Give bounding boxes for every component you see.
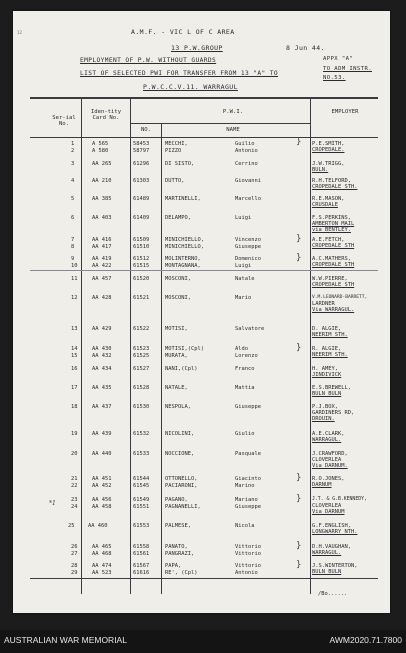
brace-mark: }: [296, 343, 302, 353]
continuation-mark: /Bo......: [318, 591, 348, 597]
brace-mark: }: [296, 560, 302, 570]
appendix-ref: TO ADM INSTR.: [323, 66, 372, 72]
col-header-employer: EMPLOYER: [331, 109, 359, 115]
header-group: 13 P.W.GROUP: [171, 44, 223, 52]
col-header-ident: Iden-tity Card No.: [90, 109, 122, 121]
col-header-no: NO.: [140, 127, 152, 133]
col-header-name: NAME: [226, 127, 240, 133]
header-destination: P.W.C.C.V.11. WARRAGUL: [143, 83, 238, 91]
brace-mark: }: [296, 253, 302, 263]
page-mark: 12: [17, 30, 23, 35]
table-subhead-rule: [130, 123, 310, 124]
footer-institution: AUSTRALIAN WAR MEMORIAL: [4, 635, 127, 645]
col-header-serial: Ser-ial No.: [52, 115, 76, 127]
table-top-rule: [30, 97, 378, 99]
table-divider: [130, 97, 131, 594]
document-page: 12 A.M.F. - VIC L OF C AREA 13 P.W.GROUP 8 Jun 44. EMPLOYMENT OF P.W. WITHOUT GUARDS LIST OF SELECTED PWI FOR TRANSFER FROM 13 "A" TO P.W.C.C.V.11. WARRAGUL APPX "A" TO ADM INSTR. NO.53. Ser-ial No. Iden-tity Card No. P.W.I. NO. NAME EMPLOYER 1 A 565 58453 MECCHI, Guilio P.E.SMITH, CROPEDALE. 2 A 580 58797 PIZZO Antonio } 3 AA 265 61296 DI SISTO, Cerrino J.W.TRIGG, BULN. 4 AA 210 61303 DUTTO, Giovanni R.H.TELFORD, CROPEDALE STH. 5 AA 385 61489 MARTINELLI, Marcello R.E.MASON, CRUSDALE 6 AA 403 61409 DELAMPO, Luigi F.S.PERKINS, AMBERTON MAIL via BENTLEY. 7 AA 416 61509 MINICHIELLO, Vincenzo A.E.FETCH, CROPEDALE STH 8 AA 417 61510 MINICHIELLO, Giuseppe } 9 AA 419 61512 MOLINTERNO, Domenico A.C.MATHERS, CROPEDALE STH 10 AA 422 61515 MONTAGNANA, Luigi } 11 AA 457 61520 MOSCONI, Natale W.W.PIERRE, CROPEDALE STH 12 AA 428 61521 MOSCONI, Mario V.M.LEONARD-BARRETT, LARDNER Via WARRAGUL. 13 AA 429 61522 MOTISI, Salvatore D. ALGIE, NEERIM STH. 14 AA 430 61523 MOTISI,(Cpl) Aldo R. ALGIE, NEERIM STH. 15 AA 432 61525 MURATA, Lorenzo } 16 AA 434 61527 NANI,(Cpl) Franco H. AMEY, JINDIVICK 17 AA 435 61528 NATALE, Mattia E.S.BREWELL, BULN BULN 18 AA 437 61530 NESPOLA, Giuseppe P.J.BOX, GARDINERS RD, DROUIN. 19 AA 439 61532 NICOLINI, Giulio A.E.CLARK, WARRAGUL. 20 AA 440 61533 NOCCIONE, Pasquale J.CRAWFORD, CLOVERLEA Via DARNUM. 21 AA 451 61544 OTTONELLO, Giacinto R.O.JONES, DARNUM 22 AA 452 61545 PACIARONI, Marino } 23 AA 456 61549 PAGANO, Mariano J.T. & G.B.KENNEDY, CLOVERLEA Via DARNUM 24 AA 458 61551 PAGNANELLI, Giuseppe } *1 25 AA 460 61553 PALMESE, Nicola G.F.ENGLISH, LONGWARRY NTH. 26 AA 465 61558 PANATO, Vittorio D.H.VAUGHAN, WARRAGUL. 27 AA 468 61561 PANGRAZI, Vittorio } 28 AA 474 61567 PAPA, Vittorio J.S.WINTERTON, BULN BULN 29 AA 523 61616 RE', (Cpl) Antonio } /Bo......: [13, 11, 390, 613]
brace-mark: }: [296, 234, 302, 244]
brace-mark: }: [296, 137, 302, 147]
col-header-pwi: P.W.I.: [222, 109, 244, 115]
archive-footer: [0, 630, 406, 653]
appendix-number: NO.53.: [323, 75, 346, 81]
brace-mark: }: [296, 473, 302, 483]
appendix-label: APPX "A": [323, 56, 354, 62]
handwritten-note: *1: [49, 500, 56, 507]
table-bottom-rule: [30, 578, 378, 579]
strike-line: [30, 270, 378, 271]
table-head-rule: [30, 137, 378, 138]
footer-catalogue-id: AWM2020.71.7800: [329, 635, 402, 645]
header-date: 8 Jun 44.: [286, 44, 325, 52]
brace-mark: }: [296, 541, 302, 551]
header-list-title: LIST OF SELECTED PWI FOR TRANSFER FROM 13 "A" TO: [80, 70, 279, 77]
table-divider: [161, 123, 162, 594]
header-area: A.M.F. - VIC L OF C AREA: [131, 28, 235, 36]
brace-mark: }: [296, 494, 302, 504]
table-divider: [81, 97, 82, 594]
table-divider: [310, 97, 311, 594]
header-title: EMPLOYMENT OF P.W. WITHOUT GUARDS: [80, 57, 217, 64]
